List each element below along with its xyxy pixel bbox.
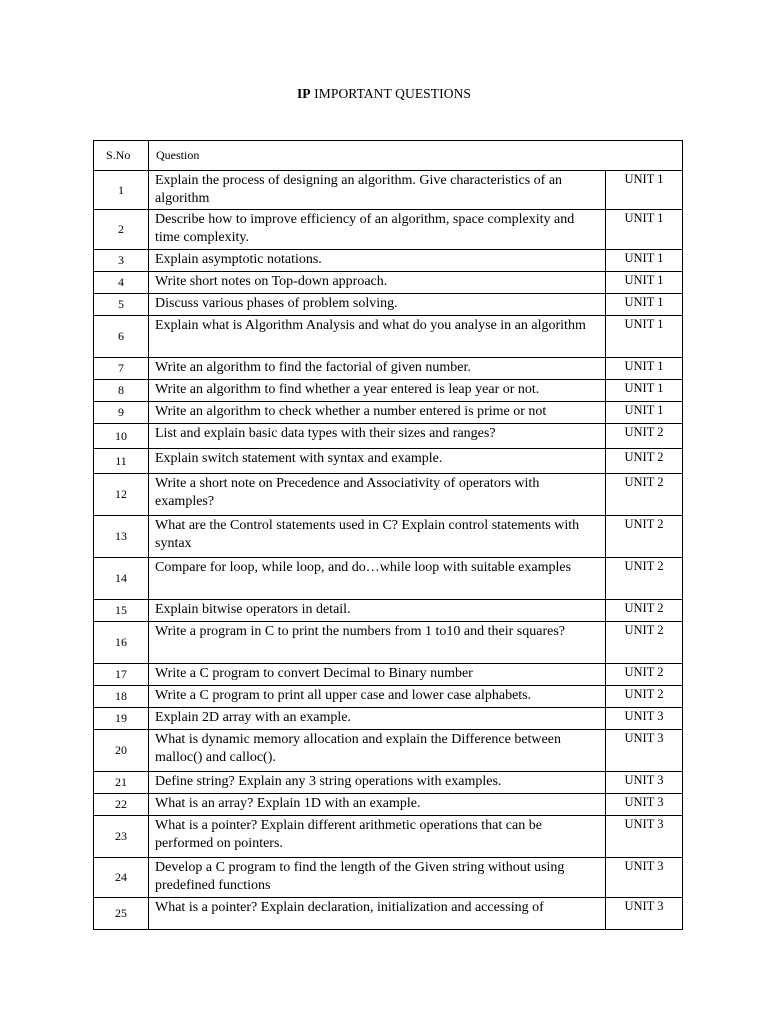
table-row — [94, 171, 683, 210]
question-text: What is dynamic memory allocation and explain the Difference between malloc() and calloc(). — [149, 730, 606, 772]
question-number: 20 — [94, 730, 149, 772]
table-row — [94, 358, 683, 380]
table-row — [94, 449, 683, 474]
question-unit: UNIT 3 — [606, 816, 683, 858]
question-unit: UNIT 2 — [606, 686, 683, 708]
question-text: Describe how to improve efficiency of an algorithm, space complexity and time complexity. — [149, 210, 606, 250]
table-row — [94, 424, 683, 449]
question-unit: UNIT 1 — [606, 358, 683, 380]
question-text: Write an algorithm to check whether a number entered is prime or not — [149, 402, 606, 424]
question-text: Compare for loop, while loop, and do…while loop with suitable examples — [149, 558, 606, 600]
question-number: 12 — [94, 474, 149, 516]
question-text: What are the Control statements used in C? Explain control statements with syntax — [149, 516, 606, 558]
question-number: 6 — [94, 316, 149, 358]
question-text: Explain what is Algorithm Analysis and what do you analyse in an algorithm — [149, 316, 606, 358]
question-number: 13 — [94, 516, 149, 558]
question-unit: UNIT 2 — [606, 516, 683, 558]
question-text: What is a pointer? Explain different arithmetic operations that can be performed on pointers. — [149, 816, 606, 858]
table-row — [94, 402, 683, 424]
question-text: What is an array? Explain 1D with an example. — [149, 794, 606, 816]
question-unit: UNIT 2 — [606, 664, 683, 686]
page-title — [0, 86, 768, 102]
question-number: 9 — [94, 402, 149, 424]
table-header-row — [94, 141, 683, 171]
question-number: 23 — [94, 816, 149, 858]
question-number: 8 — [94, 380, 149, 402]
question-number: 21 — [94, 772, 149, 794]
question-unit: UNIT 1 — [606, 316, 683, 358]
table-row — [94, 516, 683, 558]
question-unit: UNIT 3 — [606, 898, 683, 930]
question-text: Define string? Explain any 3 string operations with examples. — [149, 772, 606, 794]
question-unit: UNIT 1 — [606, 380, 683, 402]
question-number: 10 — [94, 424, 149, 449]
title-rest: IMPORTANT QUESTIONS — [314, 86, 472, 101]
question-text: What is a pointer? Explain declaration, initialization and accessing of — [149, 898, 606, 930]
table-row — [94, 858, 683, 898]
question-unit: UNIT 1 — [606, 250, 683, 272]
question-unit: UNIT 3 — [606, 794, 683, 816]
question-number: 7 — [94, 358, 149, 380]
question-text: Write short notes on Top-down approach. — [149, 272, 606, 294]
question-unit: UNIT 2 — [606, 424, 683, 449]
question-unit: UNIT 3 — [606, 730, 683, 772]
question-number: 25 — [94, 898, 149, 930]
question-text: List and explain basic data types with their sizes and ranges? — [149, 424, 606, 449]
questions-table — [93, 140, 683, 930]
question-number: 2 — [94, 210, 149, 250]
question-unit: UNIT 2 — [606, 600, 683, 622]
question-unit: UNIT 2 — [606, 474, 683, 516]
question-unit: UNIT 2 — [606, 558, 683, 600]
table-row — [94, 316, 683, 358]
question-unit: UNIT 1 — [606, 272, 683, 294]
question-number: 11 — [94, 449, 149, 474]
question-text: Write an algorithm to find the factorial of given number. — [149, 358, 606, 380]
question-number: 1 — [94, 171, 149, 210]
question-text: Write a C program to print all upper case and lower case alphabets. — [149, 686, 606, 708]
table-row — [94, 730, 683, 772]
table-row — [94, 708, 683, 730]
question-unit: UNIT 1 — [606, 171, 683, 210]
question-unit: UNIT 3 — [606, 708, 683, 730]
table-row — [94, 294, 683, 316]
question-number: 3 — [94, 250, 149, 272]
header-question: Question — [149, 141, 683, 171]
question-text: Explain asymptotic notations. — [149, 250, 606, 272]
question-text: Explain 2D array with an example. — [149, 708, 606, 730]
question-number: 18 — [94, 686, 149, 708]
question-text: Write a short note on Precedence and Associativity of operators with examples? — [149, 474, 606, 516]
table-row — [94, 898, 683, 930]
question-number: 14 — [94, 558, 149, 600]
title-bold: IP — [296, 86, 311, 101]
header-sno: S.No — [94, 141, 149, 171]
table-row — [94, 250, 683, 272]
question-unit: UNIT 3 — [606, 772, 683, 794]
question-number: 16 — [94, 622, 149, 664]
table-row — [94, 794, 683, 816]
question-number: 4 — [94, 272, 149, 294]
question-text: Write an algorithm to find whether a year entered is leap year or not. — [149, 380, 606, 402]
table-row — [94, 272, 683, 294]
table-row — [94, 380, 683, 402]
question-number: 17 — [94, 664, 149, 686]
question-text: Explain bitwise operators in detail. — [149, 600, 606, 622]
table-row — [94, 816, 683, 858]
table-row — [94, 558, 683, 600]
question-unit: UNIT 1 — [606, 294, 683, 316]
question-number: 19 — [94, 708, 149, 730]
question-unit: UNIT 3 — [606, 858, 683, 898]
question-text: Explain switch statement with syntax and example. — [149, 449, 606, 474]
question-text: Develop a C program to find the length of the Given string without using predefined functions — [149, 858, 606, 898]
question-text: Explain the process of designing an algorithm. Give characteristics of an algorithm — [149, 171, 606, 210]
question-number: 24 — [94, 858, 149, 898]
question-unit: UNIT 2 — [606, 622, 683, 664]
question-number: 15 — [94, 600, 149, 622]
table-row — [94, 622, 683, 664]
question-text: Write a program in C to print the numbers from 1 to10 and their squares? — [149, 622, 606, 664]
table-row — [94, 600, 683, 622]
question-number: 5 — [94, 294, 149, 316]
question-text: Discuss various phases of problem solving. — [149, 294, 606, 316]
table-row — [94, 474, 683, 516]
question-unit: UNIT 1 — [606, 210, 683, 250]
table-row — [94, 664, 683, 686]
question-number: 22 — [94, 794, 149, 816]
question-unit: UNIT 2 — [606, 449, 683, 474]
table-row — [94, 686, 683, 708]
table-row — [94, 772, 683, 794]
table-row — [94, 210, 683, 250]
question-unit: UNIT 1 — [606, 402, 683, 424]
question-text: Write a C program to convert Decimal to Binary number — [149, 664, 606, 686]
